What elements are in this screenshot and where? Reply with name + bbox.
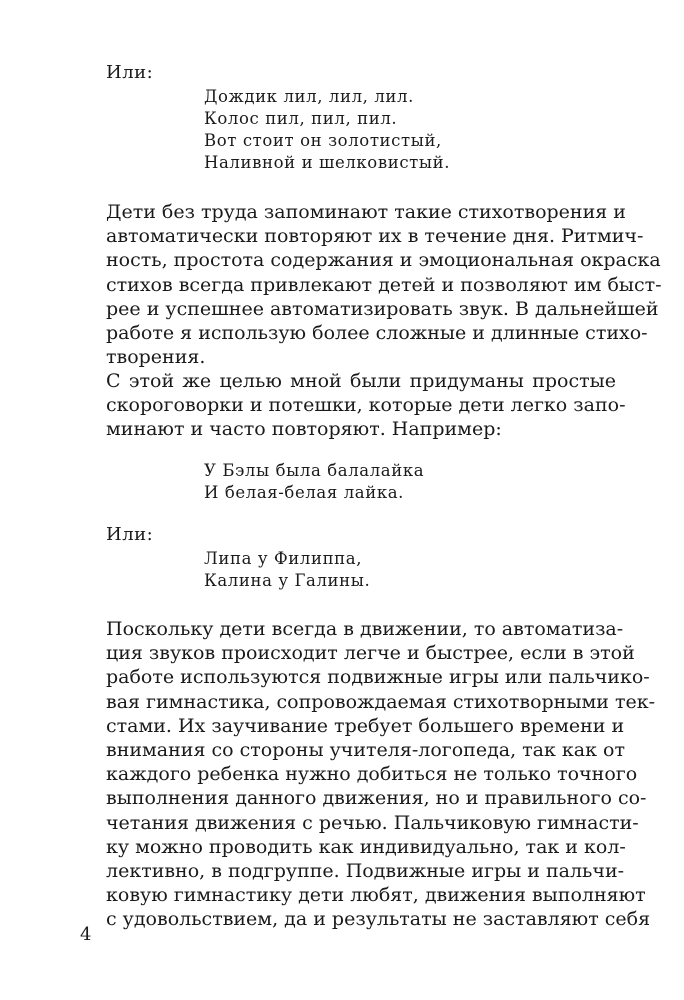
text-line: лективно, в подгруппе. Подвижные игры и пальчи- [106, 860, 625, 883]
verse-line: Липа у Филиппа, [204, 549, 363, 568]
text-line: ность, простота содержания и эмоциональная окраска [106, 249, 661, 272]
text-line: выполнения данного движения, но и правильного со- [106, 787, 647, 810]
text-line: ция звуков происходит легче и быстрее, если в этой [106, 642, 635, 665]
verse-lipa [204, 548, 370, 592]
verse-line: И белая-белая лайка. [204, 483, 405, 502]
text-line: скороговорки и потешки, которые дети легко запо- [106, 394, 626, 417]
text-line: Дети без труда запоминают такие стихотворения и [106, 201, 626, 223]
verse-line: Калина у Галины. [204, 571, 371, 590]
verse-rain [204, 86, 450, 174]
text-line: работе я использую более сложные и длинные стихо- [106, 322, 648, 345]
text-line: Поскольку дети всегда в движении, то автоматиза- [106, 618, 624, 640]
text-line: работе используются подвижные игры или пальчико- [106, 666, 650, 689]
label-ili-first: Или: [106, 62, 154, 83]
verse-line: У Бэлы была балалайка [204, 461, 425, 480]
text-line: с удовольствием, да и результаты не заставляют себя [106, 908, 651, 931]
text-line: четания движения с речью. Пальчиковую гимнасти- [106, 811, 639, 834]
text-line: рее и успешнее автоматизировать звук. В дальнейшей [106, 297, 659, 320]
text-line: стами. Их заучивание требует большего времени и [106, 714, 625, 737]
paragraph-tongue-twisters [106, 369, 626, 442]
verse-balalaika [204, 460, 424, 504]
page-number: 4 [80, 924, 92, 945]
verse-line: Дождик лил, лил, лил. [204, 87, 414, 106]
verse-line: Колос пил, пил, пил. [204, 109, 398, 128]
verse-line: Наливной и шелковистый. [204, 153, 451, 172]
paragraph-memorize [106, 200, 662, 369]
paragraph-movement-games [106, 617, 655, 932]
text-line: минают и часто повторяют. Например: [106, 418, 502, 441]
text-line: ковую гимнастику дети любят, движения выполняют [106, 884, 646, 907]
text-line: автоматически повторяют их в течение дня. Ритмич- [106, 225, 644, 248]
text-line: С этой же целью мной были придуманы простые [106, 370, 616, 392]
text-line: каждого ребенка нужно добиться не только точного [106, 763, 638, 786]
text-line: ку можно проводить как индивидуально, так и кол- [106, 835, 626, 858]
text-line: творения. [106, 346, 206, 369]
text-line: стихов всегда привлекают детей и позволяют им быст- [106, 273, 662, 296]
text-line: внимания со стороны учителя-логопеда, так как от [106, 739, 625, 762]
text-line: вая гимнастика, сопровождаемая стихотворными тек- [106, 690, 655, 713]
label-ili-second: Или: [106, 524, 154, 545]
verse-line: Вот стоит он золотистый, [204, 131, 442, 150]
